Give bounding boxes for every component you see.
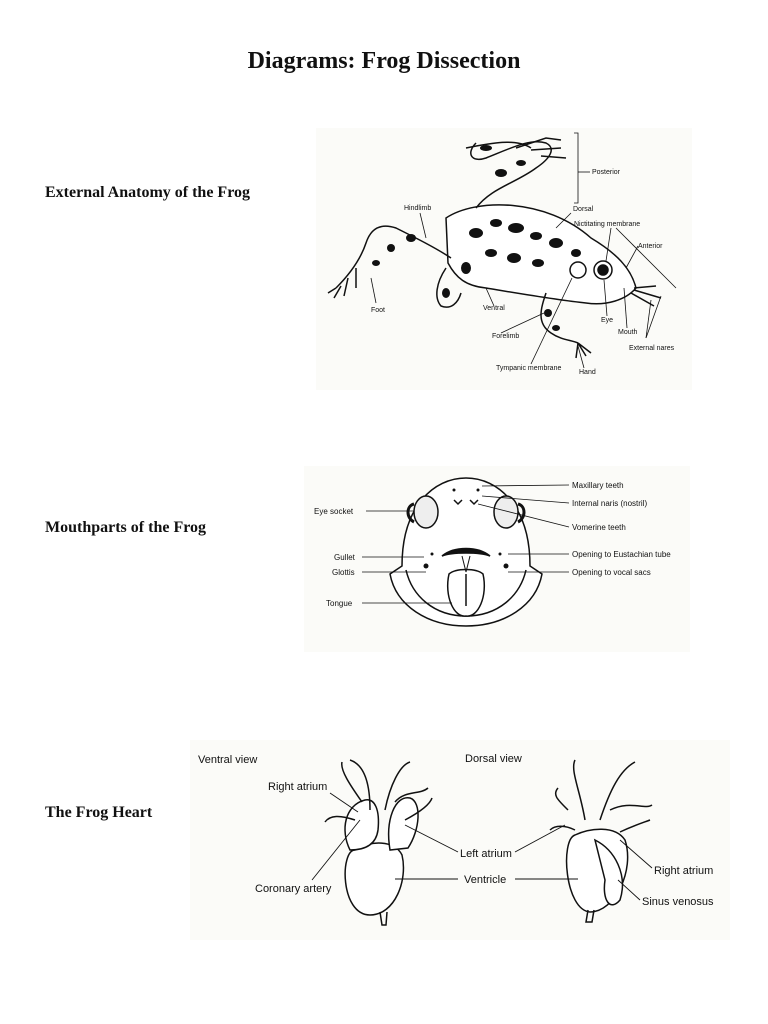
label-ventral-view: Ventral view [198, 754, 258, 766]
label-right-atrium-ventral: Right atrium [268, 781, 328, 793]
label-nictitating-membrane: Nictitating membrane [574, 221, 641, 228]
label-ventral: Ventral [483, 305, 505, 312]
label-eustachian-tube: Opening to Eustachian tube [572, 550, 671, 559]
label-internal-naris: Internal naris (nostril) [572, 499, 648, 508]
label-external-nares: External nares [629, 345, 675, 352]
section-label-mouthparts: Mouthparts of the Frog [45, 519, 207, 536]
label-anterior: Anterior [638, 243, 663, 250]
label-hand: Hand [579, 369, 596, 376]
label-posterior: Posterior [592, 169, 621, 176]
label-eye: Eye [601, 317, 614, 324]
label-maxillary-teeth: Maxillary teeth [572, 481, 624, 490]
section-label-frog-heart: The Frog Heart [45, 804, 153, 821]
label-mouth: Mouth [618, 329, 638, 336]
label-right-atrium-dorsal: Right atrium [654, 865, 714, 877]
label-gullet: Gullet [334, 553, 355, 562]
label-tongue: Tongue [326, 599, 353, 608]
label-glottis: Glottis [332, 568, 355, 577]
label-eye-socket: Eye socket [314, 507, 354, 516]
frog-heart-diagram [190, 740, 730, 940]
label-sinus-venosus: Sinus venosus [642, 896, 714, 908]
label-tympanic-membrane: Tympanic membrane [496, 365, 562, 372]
label-forelimb: Forelimb [492, 333, 520, 340]
label-left-atrium: Left atrium [460, 848, 512, 860]
label-vocal-sacs: Opening to vocal sacs [572, 568, 651, 577]
label-ventricle: Ventricle [464, 874, 507, 886]
label-hindlimb: Hindlimb [404, 205, 432, 212]
page-title: Diagrams: Frog Dissection [247, 48, 521, 74]
mouthparts-diagram [304, 466, 690, 652]
section-label-external-anatomy: External Anatomy of the Frog [45, 184, 251, 201]
label-dorsal-view: Dorsal view [465, 753, 522, 765]
external-anatomy-diagram [316, 128, 692, 390]
label-vomerine-teeth: Vomerine teeth [572, 523, 626, 532]
label-foot: Foot [371, 307, 386, 314]
label-coronary-artery: Coronary artery [255, 883, 332, 895]
label-dorsal: Dorsal [573, 206, 594, 213]
